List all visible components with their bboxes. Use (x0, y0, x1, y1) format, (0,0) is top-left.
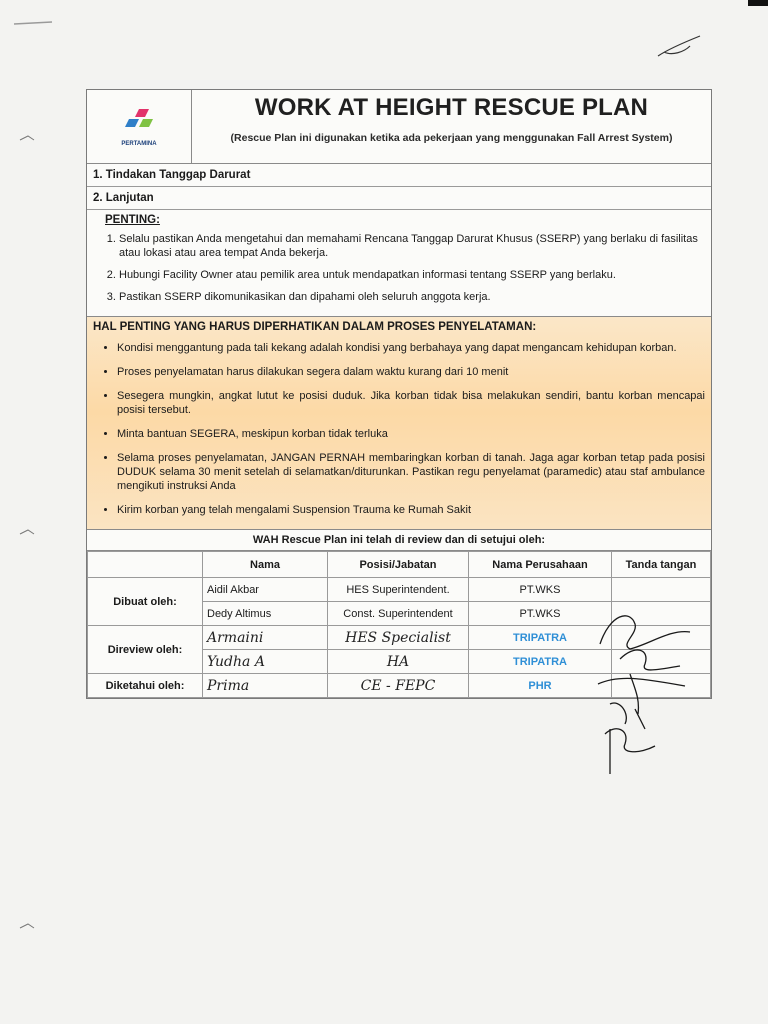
title-cell (192, 90, 711, 163)
section-continuation: 2. Lanjutan (87, 187, 711, 210)
approval-header: WAH Rescue Plan ini telah di review dan di setujui oleh: (87, 530, 711, 551)
important-header: PENTING: (105, 214, 160, 226)
col-blank (88, 552, 203, 578)
col-company: Nama Perusahaan (469, 552, 612, 578)
logo-text: PERTAMINA (121, 140, 157, 147)
group-label: Diketahui oleh: (88, 674, 203, 698)
key-point-item: • Minta bantuan SEGERA, meskipun korban tidak terluka (117, 427, 705, 441)
col-position: Posisi/Jabatan (328, 552, 469, 578)
key-point-item: • Sesegera mungkin, angkat lutut ke posisi duduk. Jika korban tidak bisa melakukan sendiri, bantu korban mencapai posisi tersebut. (117, 389, 705, 417)
key-point-item: • Kirim korban yang telah mengalami Suspension Trauma ke Rumah Sakit (117, 503, 705, 517)
person-company: TRIPATRA (469, 626, 612, 650)
person-name: Aidil Akbar (203, 578, 328, 602)
handwritten-signatures (590, 604, 700, 774)
document-header (87, 90, 711, 164)
section-emergency-response: 1. Tindakan Tanggap Darurat (87, 164, 711, 187)
person-position-handwritten: HA (328, 650, 469, 674)
person-company: TRIPATRA (469, 650, 612, 674)
person-name-handwritten: Yudha A (203, 650, 328, 674)
person-name-handwritten: Prima (203, 674, 328, 698)
person-company: PHR (469, 674, 612, 698)
person-name-handwritten: Armaini (203, 626, 328, 650)
signature-cell (612, 578, 711, 602)
col-signature: Tanda tangan (612, 552, 711, 578)
person-position-handwritten: CE - FEPC (328, 674, 469, 698)
person-position: HES Superintendent. (328, 578, 469, 602)
important-item: 2. Hubungi Facility Owner atau pemilik area untuk mendapatkan informasi tentang SSERP yang berlaku. (119, 268, 705, 282)
person-company: PT.WKS (469, 602, 612, 626)
logo-cell (87, 90, 192, 163)
rescue-key-points (87, 317, 711, 530)
person-company: PT.WKS (469, 578, 612, 602)
person-name: Dedy Altimus (203, 602, 328, 626)
key-points-header: HAL PENTING YANG HARUS DIPERHATIKAN DALAM PROSES PENYELATAMAN: (93, 321, 537, 333)
key-point-item: • Selama proses penyelamatan, JANGAN PERNAH membaringkan korban di tanah. Jaga agar korban tetap pada posisi DUDUK selama 30 menit setelah di selamatkan/diturunkan. Pastikan regu penyelamat (paramedic) atau staf ambulance mengikuti instruksi Anda (117, 451, 705, 493)
col-name: Nama (203, 552, 328, 578)
person-position-handwritten: HES Specialist (328, 626, 469, 650)
key-point-item: • Proses penyelamatan harus dilakukan segera dalam waktu kurang dari 10 menit (117, 365, 705, 379)
document-title: WORK AT HEIGHT RESCUE PLAN (254, 94, 649, 121)
important-notes (87, 210, 711, 317)
table-row (88, 578, 711, 602)
document-subtitle: (Rescue Plan ini digunakan ketika ada pekerjaan yang menggunakan Fall Arrest System) (230, 132, 673, 144)
key-point-item: • Kondisi menggantung pada tali kekang adalah kondisi yang berbahaya yang dapat mengancam kehidupan korban. (117, 341, 705, 355)
group-label: Dibuat oleh: (88, 578, 203, 626)
approval-column-headers (88, 552, 711, 578)
pertamina-logo-icon (119, 107, 159, 139)
important-item: 3. Pastikan SSERP dikomunikasikan dan dipahami oleh seluruh anggota kerja. (119, 290, 705, 304)
important-item: 1. Selalu pastikan Anda mengetahui dan memahami Rencana Tanggap Darurat Khusus (SSERP) yang berlaku di fasilitas atau lokasi atau area tempat Anda bekerja. (119, 232, 705, 260)
group-label: Direview oleh: (88, 626, 203, 674)
person-position: Const. Superintendent (328, 602, 469, 626)
